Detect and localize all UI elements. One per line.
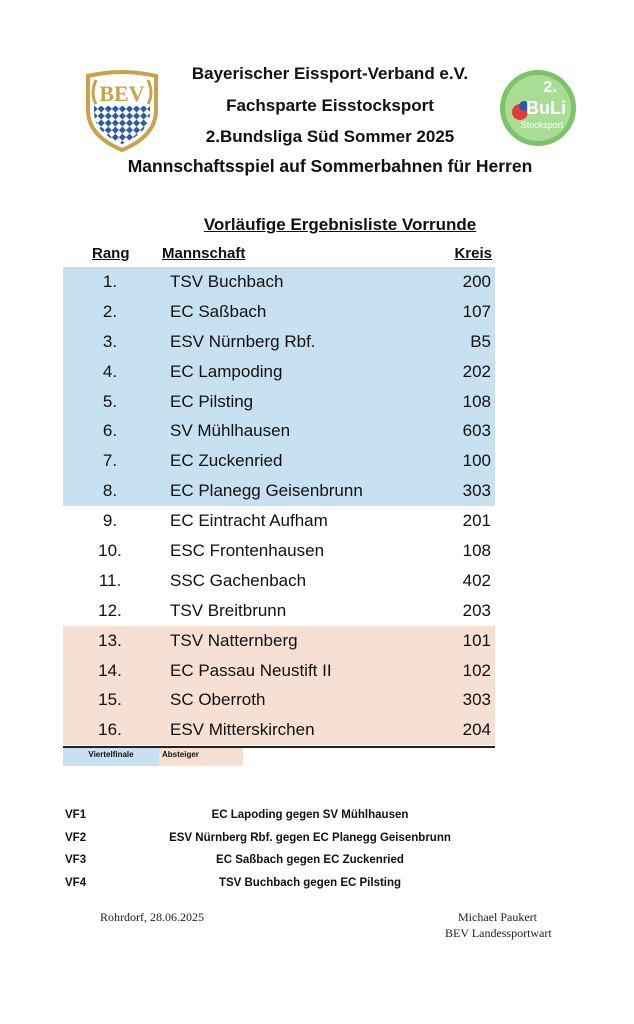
- team-cell: EC Lampoding: [170, 361, 283, 381]
- table-row: [63, 506, 495, 536]
- page-subtitle: Vorläufige Ergebnisliste Vorrunde: [203, 215, 477, 234]
- rank-cell: 15.: [98, 690, 122, 710]
- table-row: [63, 416, 495, 446]
- rank-cell: 1.: [102, 272, 118, 291]
- kreis-cell: 303: [462, 481, 491, 501]
- rank-cell: 6.: [102, 421, 118, 441]
- quarterfinal-match: EC Saßbach gegen EC Zuckenried: [216, 854, 404, 866]
- kreis-cell: 603: [462, 421, 491, 441]
- team-cell: ESV Mitterskirchen: [170, 720, 315, 740]
- signer-name: Michael Paukert: [458, 910, 537, 924]
- table-row: [63, 685, 495, 715]
- quarterfinal-match: ESV Nürnberg Rbf. gegen EC Planegg Geisenbrunn: [169, 832, 451, 844]
- kreis-cell: 107: [462, 301, 491, 321]
- kreis-cell: 108: [462, 391, 491, 411]
- table-row: [63, 656, 495, 686]
- team-cell: EC Saßbach: [170, 301, 267, 321]
- table-row: [63, 626, 495, 656]
- place-date: Rohrdorf, 28.06.2025: [100, 910, 204, 924]
- kreis-cell: 108: [462, 541, 491, 561]
- kreis-cell: 202: [462, 361, 491, 381]
- team-cell: TSV Breitbrunn: [170, 600, 287, 620]
- kreis-cell: 204: [462, 720, 491, 740]
- signer-role: BEV Landessportwart: [445, 926, 552, 940]
- kreis-cell: 100: [462, 451, 491, 471]
- quarterfinal-code: VF2: [65, 832, 87, 844]
- quarterfinal-code: VF1: [65, 809, 87, 821]
- team-cell: TSV Natternberg: [170, 630, 298, 650]
- buli-logo-subtext: Stocksport: [520, 120, 564, 130]
- rank-cell: 16.: [98, 720, 122, 740]
- rank-cell: 7.: [102, 451, 118, 471]
- table-row: [63, 297, 495, 327]
- team-cell: ESV Nürnberg Rbf.: [170, 331, 316, 351]
- rank-cell: 9.: [102, 511, 118, 531]
- table-row: [63, 446, 495, 476]
- division-name: Fachsparte Eisstocksport: [226, 96, 434, 115]
- org-name: Bayerischer Eissport-Verband e.V.: [191, 64, 469, 83]
- team-cell: EC Pilsting: [170, 391, 254, 411]
- results-table: [63, 267, 495, 745]
- rank-cell: 5.: [102, 391, 118, 411]
- bev-logo-text: BEV: [99, 81, 145, 106]
- quarterfinal-row: [65, 809, 525, 825]
- legend-viertelfinale: Viertelfinale: [63, 748, 159, 766]
- rank-cell: 14.: [98, 660, 122, 680]
- quarterfinal-row: [65, 854, 525, 870]
- table-row: [63, 357, 495, 387]
- team-cell: ESC Frontenhausen: [170, 541, 325, 561]
- team-cell: SSC Gachenbach: [170, 570, 307, 590]
- kreis-cell: 102: [462, 660, 491, 680]
- rank-cell: 12.: [98, 600, 122, 620]
- legend-absteiger: Absteiger: [159, 748, 243, 766]
- buli-logo-text: BuLi: [526, 98, 566, 118]
- column-header-mannschaft: Mannschaft: [162, 245, 246, 262]
- kreis-cell: 200: [462, 272, 491, 291]
- team-cell: TSV Buchbach: [170, 272, 284, 291]
- team-cell: SV Mühlhausen: [170, 421, 291, 441]
- quarterfinal-row: [65, 877, 525, 893]
- quarterfinal-match: TSV Buchbach gegen EC Pilsting: [218, 877, 402, 889]
- column-header-kreis: Kreis: [454, 245, 492, 262]
- quarterfinal-code: VF4: [65, 877, 87, 889]
- rank-cell: 3.: [102, 331, 118, 351]
- table-row: [63, 566, 495, 596]
- table-row: [63, 387, 495, 417]
- rank-cell: 2.: [102, 301, 118, 321]
- kreis-cell: B5: [470, 331, 491, 351]
- kreis-cell: 101: [462, 630, 491, 650]
- team-cell: EC Planegg Geisenbrunn: [170, 481, 363, 501]
- rank-cell: 10.: [98, 541, 122, 561]
- quarterfinal-code: VF3: [65, 854, 87, 866]
- team-cell: EC Eintracht Aufham: [170, 511, 328, 531]
- quarterfinal-match: EC Lapoding gegen SV Mühlhausen: [211, 809, 409, 821]
- table-row: [63, 536, 495, 566]
- table-row: [63, 267, 495, 297]
- column-header-rang: Rang: [92, 245, 130, 262]
- table-row: [63, 327, 495, 357]
- quarterfinal-row: [65, 832, 525, 848]
- table-row: [63, 596, 495, 626]
- rank-cell: 11.: [98, 570, 122, 590]
- kreis-cell: 201: [462, 511, 491, 531]
- kreis-cell: 303: [462, 690, 491, 710]
- table-row: [63, 476, 495, 506]
- team-cell: EC Zuckenried: [170, 451, 283, 471]
- rank-cell: 4.: [102, 361, 118, 381]
- kreis-cell: 402: [462, 570, 491, 590]
- competition-name: Mannschaftsspiel auf Sommerbahnen für Herren: [127, 156, 533, 176]
- team-cell: SC Oberroth: [170, 690, 266, 710]
- table-row: [63, 715, 495, 745]
- team-cell: EC Passau Neustift II: [170, 660, 332, 680]
- rank-cell: 8.: [102, 481, 118, 501]
- league-name: 2.Bundsliga Süd Sommer 2025: [205, 127, 455, 146]
- rank-cell: 13.: [98, 630, 122, 650]
- kreis-cell: 203: [462, 600, 491, 620]
- buli-logo-number: 2.: [543, 79, 557, 96]
